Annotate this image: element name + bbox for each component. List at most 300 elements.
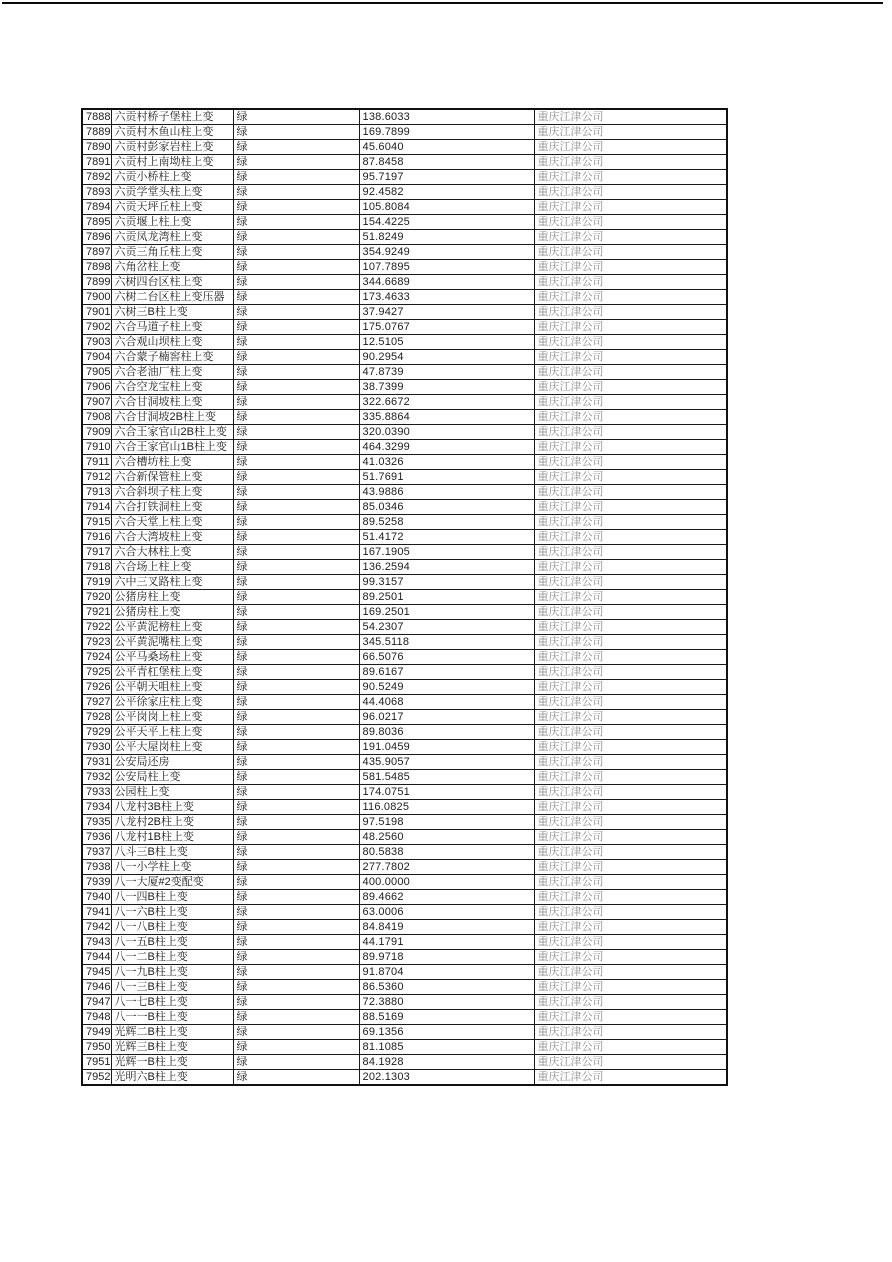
table-row <box>82 920 727 935</box>
cell-status: 绿 <box>233 800 359 815</box>
cell-name: 六合槽坊柱上变 <box>111 455 233 470</box>
cell-value: 88.5169 <box>359 1010 534 1025</box>
cell-status: 绿 <box>233 1025 359 1040</box>
cell-status: 绿 <box>233 170 359 185</box>
table-row <box>82 800 727 815</box>
cell-value: 51.4172 <box>359 530 534 545</box>
cell-status: 绿 <box>233 1040 359 1055</box>
cell-name: 公平大屋岗柱上变 <box>111 740 233 755</box>
cell-status: 绿 <box>233 305 359 320</box>
cell-status: 绿 <box>233 215 359 230</box>
cell-company: 重庆江津公司 <box>534 470 727 485</box>
table-row <box>82 575 727 590</box>
table-row <box>82 260 727 275</box>
table-row <box>82 845 727 860</box>
cell-id: 7940 <box>82 890 111 905</box>
cell-value: 464.3299 <box>359 440 534 455</box>
cell-name: 六贡村彭家岩柱上变 <box>111 140 233 155</box>
cell-company: 重庆江津公司 <box>534 425 727 440</box>
cell-company: 重庆江津公司 <box>534 395 727 410</box>
cell-value: 63.0006 <box>359 905 534 920</box>
table-row <box>82 560 727 575</box>
table-row <box>82 500 727 515</box>
table-row <box>82 515 727 530</box>
cell-value: 51.7691 <box>359 470 534 485</box>
table-row <box>82 140 727 155</box>
cell-status: 绿 <box>233 650 359 665</box>
cell-status: 绿 <box>233 860 359 875</box>
cell-value: 86.5360 <box>359 980 534 995</box>
cell-company: 重庆江津公司 <box>534 320 727 335</box>
cell-name: 六合空龙宝柱上变 <box>111 380 233 395</box>
table-row <box>82 995 727 1010</box>
cell-company: 重庆江津公司 <box>534 109 727 125</box>
cell-status: 绿 <box>233 350 359 365</box>
cell-id: 7937 <box>82 845 111 860</box>
table-row <box>82 965 727 980</box>
cell-company: 重庆江津公司 <box>534 230 727 245</box>
table-row <box>82 290 727 305</box>
cell-company: 重庆江津公司 <box>534 545 727 560</box>
cell-status: 绿 <box>233 740 359 755</box>
cell-status: 绿 <box>233 830 359 845</box>
cell-value: 45.6040 <box>359 140 534 155</box>
cell-id: 7892 <box>82 170 111 185</box>
cell-id: 7933 <box>82 785 111 800</box>
cell-name: 八一六B柱上变 <box>111 905 233 920</box>
cell-company: 重庆江津公司 <box>534 605 727 620</box>
cell-name: 六合甘洞坡柱上变 <box>111 395 233 410</box>
cell-id: 7915 <box>82 515 111 530</box>
cell-status: 绿 <box>233 109 359 125</box>
cell-name: 六贡村桥子堡柱上变 <box>111 109 233 125</box>
cell-status: 绿 <box>233 230 359 245</box>
cell-value: 116.0825 <box>359 800 534 815</box>
cell-id: 7921 <box>82 605 111 620</box>
cell-name: 八龙村3B柱上变 <box>111 800 233 815</box>
cell-status: 绿 <box>233 710 359 725</box>
cell-status: 绿 <box>233 470 359 485</box>
cell-status: 绿 <box>233 695 359 710</box>
cell-id: 7895 <box>82 215 111 230</box>
cell-value: 202.1303 <box>359 1070 534 1086</box>
cell-status: 绿 <box>233 260 359 275</box>
cell-id: 7935 <box>82 815 111 830</box>
cell-id: 7925 <box>82 665 111 680</box>
table-row <box>82 935 727 950</box>
cell-value: 354.9249 <box>359 245 534 260</box>
cell-id: 7944 <box>82 950 111 965</box>
cell-name: 六贡凤龙湾柱上变 <box>111 230 233 245</box>
cell-status: 绿 <box>233 1070 359 1086</box>
cell-value: 95.7197 <box>359 170 534 185</box>
cell-value: 87.8458 <box>359 155 534 170</box>
cell-name: 六合大湾坡柱上变 <box>111 530 233 545</box>
cell-name: 光辉一B柱上变 <box>111 1055 233 1070</box>
table-row <box>82 1025 727 1040</box>
cell-company: 重庆江津公司 <box>534 695 727 710</box>
cell-status: 绿 <box>233 935 359 950</box>
cell-company: 重庆江津公司 <box>534 200 727 215</box>
table-row <box>82 605 727 620</box>
cell-company: 重庆江津公司 <box>534 995 727 1010</box>
cell-company: 重庆江津公司 <box>534 755 727 770</box>
cell-value: 89.9718 <box>359 950 534 965</box>
cell-company: 重庆江津公司 <box>534 935 727 950</box>
cell-id: 7891 <box>82 155 111 170</box>
cell-company: 重庆江津公司 <box>534 185 727 200</box>
cell-status: 绿 <box>233 905 359 920</box>
table-row <box>82 455 727 470</box>
cell-value: 138.6033 <box>359 109 534 125</box>
table-row <box>82 425 727 440</box>
cell-name: 八一小学柱上变 <box>111 860 233 875</box>
cell-name: 八一九B柱上变 <box>111 965 233 980</box>
cell-id: 7922 <box>82 620 111 635</box>
cell-id: 7918 <box>82 560 111 575</box>
cell-name: 公猪房柱上变 <box>111 590 233 605</box>
table-row <box>82 635 727 650</box>
cell-company: 重庆江津公司 <box>534 380 727 395</box>
cell-id: 7924 <box>82 650 111 665</box>
cell-value: 435.9057 <box>359 755 534 770</box>
cell-company: 重庆江津公司 <box>534 440 727 455</box>
cell-company: 重庆江津公司 <box>534 845 727 860</box>
cell-name: 六合天堂上柱上变 <box>111 515 233 530</box>
table-row <box>82 1070 727 1086</box>
cell-status: 绿 <box>233 425 359 440</box>
cell-status: 绿 <box>233 320 359 335</box>
cell-id: 7906 <box>82 380 111 395</box>
cell-name: 八一四B柱上变 <box>111 890 233 905</box>
cell-value: 80.5838 <box>359 845 534 860</box>
cell-value: 47.8739 <box>359 365 534 380</box>
cell-status: 绿 <box>233 545 359 560</box>
cell-status: 绿 <box>233 560 359 575</box>
cell-id: 7941 <box>82 905 111 920</box>
cell-id: 7942 <box>82 920 111 935</box>
cell-value: 581.5485 <box>359 770 534 785</box>
cell-id: 7945 <box>82 965 111 980</box>
cell-company: 重庆江津公司 <box>534 905 727 920</box>
cell-name: 六合老油厂柱上变 <box>111 365 233 380</box>
cell-value: 97.5198 <box>359 815 534 830</box>
cell-id: 7910 <box>82 440 111 455</box>
cell-status: 绿 <box>233 140 359 155</box>
cell-value: 175.0767 <box>359 320 534 335</box>
table-row <box>82 125 727 140</box>
cell-value: 136.2594 <box>359 560 534 575</box>
cell-name: 光明六B柱上变 <box>111 1070 233 1086</box>
transformer-data-table <box>81 108 728 1086</box>
cell-value: 90.2954 <box>359 350 534 365</box>
cell-company: 重庆江津公司 <box>534 1040 727 1055</box>
cell-company: 重庆江津公司 <box>534 950 727 965</box>
cell-value: 154.4225 <box>359 215 534 230</box>
table-row <box>82 365 727 380</box>
cell-name: 六贡堰上柱上变 <box>111 215 233 230</box>
cell-id: 7920 <box>82 590 111 605</box>
table-row <box>82 830 727 845</box>
cell-id: 7952 <box>82 1070 111 1086</box>
cell-company: 重庆江津公司 <box>534 1025 727 1040</box>
cell-value: 344.6689 <box>359 275 534 290</box>
cell-id: 7950 <box>82 1040 111 1055</box>
table-row <box>82 155 727 170</box>
cell-value: 54.2307 <box>359 620 534 635</box>
cell-status: 绿 <box>233 290 359 305</box>
cell-id: 7949 <box>82 1025 111 1040</box>
cell-value: 85.0346 <box>359 500 534 515</box>
cell-name: 光辉二B柱上变 <box>111 1025 233 1040</box>
table-row <box>82 215 727 230</box>
cell-value: 173.4633 <box>359 290 534 305</box>
cell-status: 绿 <box>233 920 359 935</box>
table-row <box>82 185 727 200</box>
cell-value: 322.6672 <box>359 395 534 410</box>
cell-company: 重庆江津公司 <box>534 815 727 830</box>
cell-value: 107.7895 <box>359 260 534 275</box>
table-row <box>82 545 727 560</box>
cell-status: 绿 <box>233 440 359 455</box>
cell-status: 绿 <box>233 410 359 425</box>
cell-value: 84.8419 <box>359 920 534 935</box>
cell-status: 绿 <box>233 770 359 785</box>
cell-id: 7912 <box>82 470 111 485</box>
cell-value: 277.7802 <box>359 860 534 875</box>
cell-value: 38.7399 <box>359 380 534 395</box>
cell-status: 绿 <box>233 275 359 290</box>
cell-company: 重庆江津公司 <box>534 920 727 935</box>
cell-company: 重庆江津公司 <box>534 260 727 275</box>
cell-status: 绿 <box>233 590 359 605</box>
cell-id: 7926 <box>82 680 111 695</box>
cell-name: 八龙村1B柱上变 <box>111 830 233 845</box>
table-row <box>82 665 727 680</box>
cell-status: 绿 <box>233 455 359 470</box>
cell-name: 公平岗岗上柱上变 <box>111 710 233 725</box>
table-row <box>82 530 727 545</box>
cell-company: 重庆江津公司 <box>534 155 727 170</box>
cell-value: 51.8249 <box>359 230 534 245</box>
cell-name: 六贡学堂头柱上变 <box>111 185 233 200</box>
cell-status: 绿 <box>233 665 359 680</box>
table-row <box>82 1040 727 1055</box>
cell-value: 90.5249 <box>359 680 534 695</box>
cell-id: 7903 <box>82 335 111 350</box>
cell-name: 六贡三角丘柱上变 <box>111 245 233 260</box>
cell-value: 91.8704 <box>359 965 534 980</box>
cell-company: 重庆江津公司 <box>534 635 727 650</box>
cell-id: 7917 <box>82 545 111 560</box>
cell-id: 7894 <box>82 200 111 215</box>
cell-company: 重庆江津公司 <box>534 1070 727 1086</box>
table-row <box>82 109 727 125</box>
cell-name: 八一大厦#2变配变 <box>111 875 233 890</box>
cell-company: 重庆江津公司 <box>534 290 727 305</box>
cell-status: 绿 <box>233 380 359 395</box>
cell-id: 7900 <box>82 290 111 305</box>
cell-company: 重庆江津公司 <box>534 560 727 575</box>
cell-value: 169.2501 <box>359 605 534 620</box>
cell-name: 六合打铁洞柱上变 <box>111 500 233 515</box>
cell-status: 绿 <box>233 125 359 140</box>
cell-name: 八一五B柱上变 <box>111 935 233 950</box>
cell-name: 公猪房柱上变 <box>111 605 233 620</box>
cell-status: 绿 <box>233 335 359 350</box>
cell-company: 重庆江津公司 <box>534 980 727 995</box>
cell-company: 重庆江津公司 <box>534 335 727 350</box>
cell-name: 八斗三B柱上变 <box>111 845 233 860</box>
cell-company: 重庆江津公司 <box>534 410 727 425</box>
cell-value: 92.4582 <box>359 185 534 200</box>
cell-status: 绿 <box>233 755 359 770</box>
table-row <box>82 305 727 320</box>
cell-status: 绿 <box>233 815 359 830</box>
cell-status: 绿 <box>233 1010 359 1025</box>
cell-id: 7943 <box>82 935 111 950</box>
cell-name: 八一七B柱上变 <box>111 995 233 1010</box>
cell-company: 重庆江津公司 <box>534 140 727 155</box>
cell-id: 7938 <box>82 860 111 875</box>
cell-status: 绿 <box>233 635 359 650</box>
cell-company: 重庆江津公司 <box>534 590 727 605</box>
table-row <box>82 890 727 905</box>
cell-value: 41.0326 <box>359 455 534 470</box>
cell-value: 169.7899 <box>359 125 534 140</box>
cell-name: 公平青杠堡柱上变 <box>111 665 233 680</box>
cell-name: 公平马桑场柱上变 <box>111 650 233 665</box>
cell-status: 绿 <box>233 530 359 545</box>
cell-value: 37.9427 <box>359 305 534 320</box>
table-row <box>82 245 727 260</box>
table-row <box>82 170 727 185</box>
cell-id: 7913 <box>82 485 111 500</box>
table-row <box>82 875 727 890</box>
cell-name: 八龙村2B柱上变 <box>111 815 233 830</box>
cell-company: 重庆江津公司 <box>534 485 727 500</box>
table-row <box>82 200 727 215</box>
cell-status: 绿 <box>233 155 359 170</box>
cell-value: 66.5076 <box>359 650 534 665</box>
cell-status: 绿 <box>233 845 359 860</box>
cell-id: 7897 <box>82 245 111 260</box>
cell-status: 绿 <box>233 995 359 1010</box>
cell-name: 六合斜坝子柱上变 <box>111 485 233 500</box>
cell-status: 绿 <box>233 605 359 620</box>
cell-status: 绿 <box>233 875 359 890</box>
cell-value: 335.8864 <box>359 410 534 425</box>
cell-id: 7914 <box>82 500 111 515</box>
cell-value: 96.0217 <box>359 710 534 725</box>
cell-company: 重庆江津公司 <box>534 1010 727 1025</box>
cell-id: 7919 <box>82 575 111 590</box>
cell-name: 六树三B柱上变 <box>111 305 233 320</box>
cell-id: 7929 <box>82 725 111 740</box>
table-row <box>82 350 727 365</box>
cell-status: 绿 <box>233 575 359 590</box>
cell-name: 八一三B柱上变 <box>111 980 233 995</box>
cell-id: 7916 <box>82 530 111 545</box>
table-row <box>82 725 727 740</box>
cell-status: 绿 <box>233 245 359 260</box>
cell-value: 12.5105 <box>359 335 534 350</box>
cell-company: 重庆江津公司 <box>534 620 727 635</box>
cell-id: 7951 <box>82 1055 111 1070</box>
cell-name: 六中三叉路柱上变 <box>111 575 233 590</box>
table-row <box>82 755 727 770</box>
cell-company: 重庆江津公司 <box>534 800 727 815</box>
table-row <box>82 1010 727 1025</box>
cell-company: 重庆江津公司 <box>534 785 727 800</box>
cell-id: 7927 <box>82 695 111 710</box>
cell-name: 八一八B柱上变 <box>111 920 233 935</box>
cell-company: 重庆江津公司 <box>534 515 727 530</box>
cell-company: 重庆江津公司 <box>534 455 727 470</box>
table-body <box>82 109 727 1085</box>
cell-value: 43.9886 <box>359 485 534 500</box>
cell-company: 重庆江津公司 <box>534 350 727 365</box>
cell-id: 7936 <box>82 830 111 845</box>
cell-company: 重庆江津公司 <box>534 365 727 380</box>
cell-value: 345.5118 <box>359 635 534 650</box>
cell-id: 7901 <box>82 305 111 320</box>
cell-company: 重庆江津公司 <box>534 1055 727 1070</box>
cell-value: 48.2560 <box>359 830 534 845</box>
table-row <box>82 1055 727 1070</box>
cell-id: 7889 <box>82 125 111 140</box>
table-row <box>82 860 727 875</box>
cell-value: 89.5258 <box>359 515 534 530</box>
cell-id: 7932 <box>82 770 111 785</box>
cell-company: 重庆江津公司 <box>534 710 727 725</box>
cell-value: 320.0390 <box>359 425 534 440</box>
cell-status: 绿 <box>233 500 359 515</box>
cell-status: 绿 <box>233 395 359 410</box>
table-row <box>82 335 727 350</box>
cell-name: 六贡小桥柱上变 <box>111 170 233 185</box>
cell-value: 81.1085 <box>359 1040 534 1055</box>
cell-name: 公安局还房 <box>111 755 233 770</box>
cell-company: 重庆江津公司 <box>534 665 727 680</box>
cell-name: 六合蒙子楠窖柱上变 <box>111 350 233 365</box>
cell-company: 重庆江津公司 <box>534 770 727 785</box>
cell-name: 六树二台区柱上变压器 <box>111 290 233 305</box>
cell-name: 六合马道子柱上变 <box>111 320 233 335</box>
cell-status: 绿 <box>233 620 359 635</box>
cell-id: 7890 <box>82 140 111 155</box>
cell-status: 绿 <box>233 680 359 695</box>
cell-status: 绿 <box>233 200 359 215</box>
cell-company: 重庆江津公司 <box>534 680 727 695</box>
cell-company: 重庆江津公司 <box>534 725 727 740</box>
cell-id: 7899 <box>82 275 111 290</box>
cell-name: 六合大林柱上变 <box>111 545 233 560</box>
cell-status: 绿 <box>233 515 359 530</box>
table-row <box>82 590 727 605</box>
cell-company: 重庆江津公司 <box>534 965 727 980</box>
cell-company: 重庆江津公司 <box>534 530 727 545</box>
cell-company: 重庆江津公司 <box>534 500 727 515</box>
table-row <box>82 650 727 665</box>
table-row <box>82 230 727 245</box>
cell-name: 六合新保管柱上变 <box>111 470 233 485</box>
table-row <box>82 620 727 635</box>
table-row <box>82 680 727 695</box>
table-row <box>82 695 727 710</box>
cell-name: 公平徐家庄柱上变 <box>111 695 233 710</box>
cell-name: 六树四台区柱上变 <box>111 275 233 290</box>
